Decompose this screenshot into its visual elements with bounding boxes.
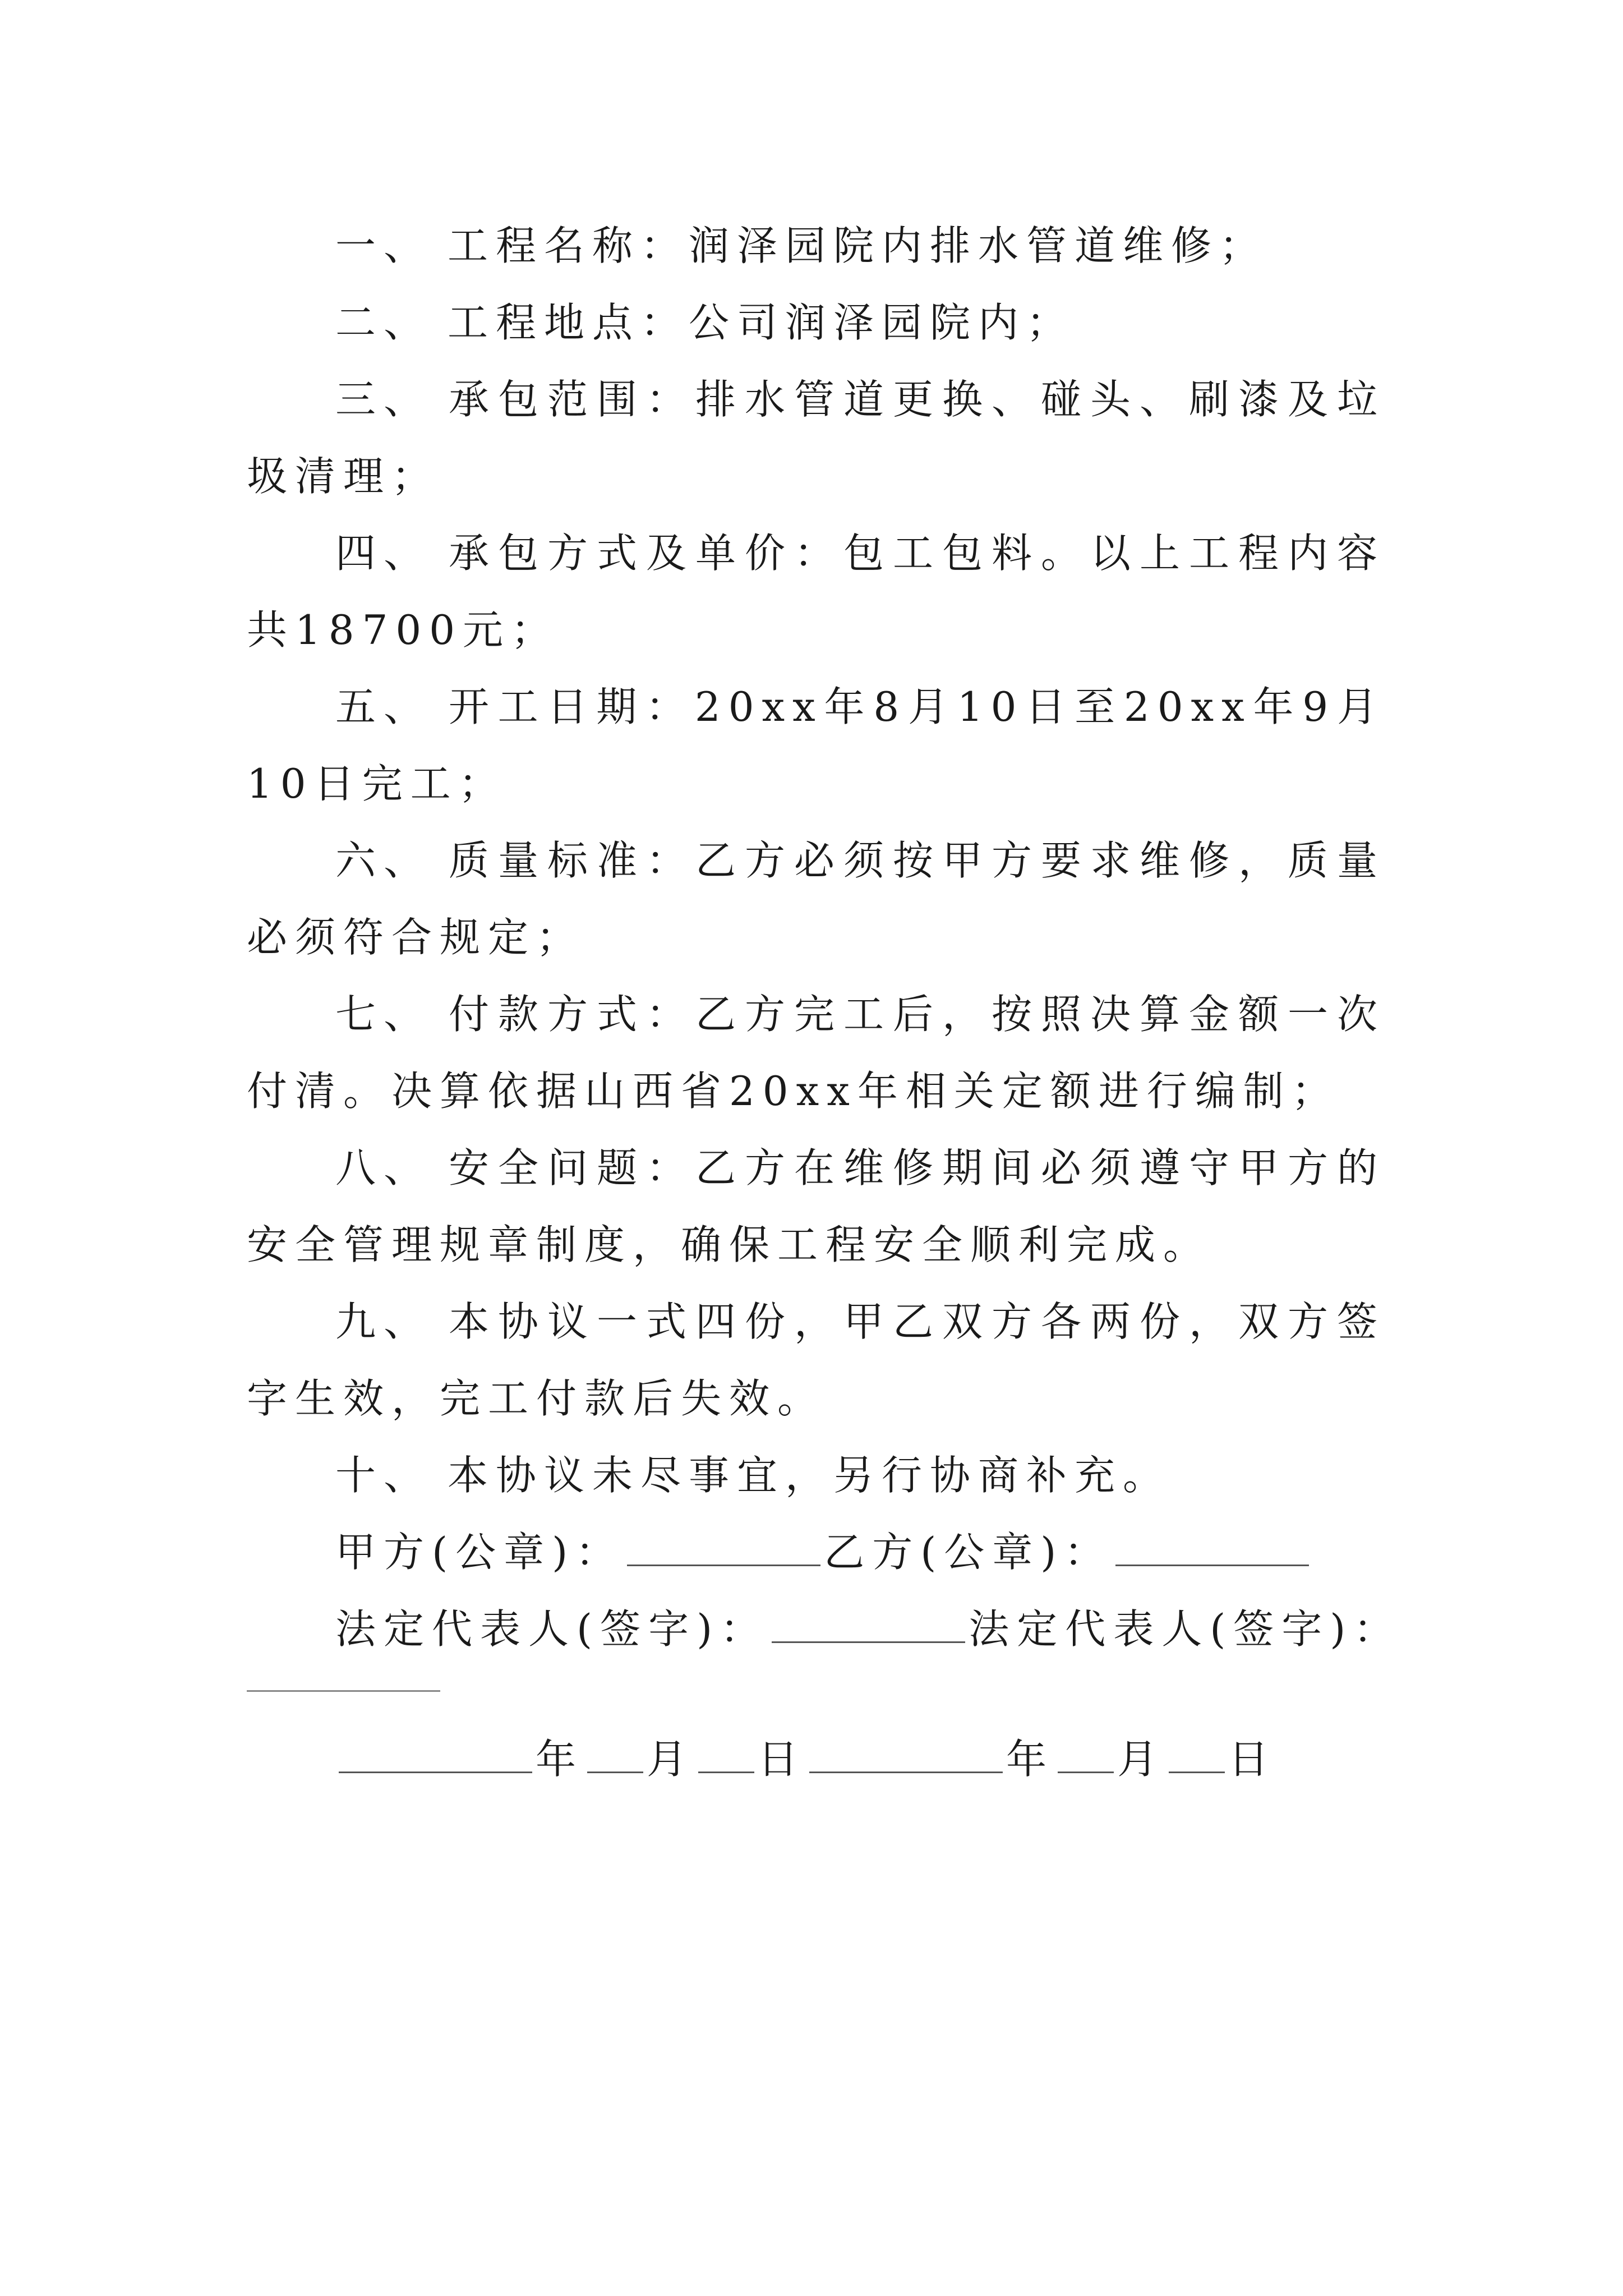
party-b-month-blank[interactable] bbox=[1058, 1738, 1114, 1773]
clause-number: 四、 bbox=[335, 530, 432, 577]
clause-text: 承包方式及单价：包工包料。以上工程内容共18700元； bbox=[247, 530, 1385, 654]
day-label: 日 bbox=[758, 1736, 806, 1783]
rep-b-label: 法定代表人(签字)： bbox=[969, 1605, 1402, 1653]
party-b-seal-label: 乙方(公章)： bbox=[824, 1529, 1113, 1576]
clause-4 bbox=[247, 515, 1385, 669]
rep-a-signature-blank[interactable] bbox=[772, 1608, 965, 1643]
clause-6 bbox=[247, 822, 1385, 976]
party-a-month-blank[interactable] bbox=[587, 1738, 643, 1773]
year-label: 年 bbox=[1006, 1736, 1055, 1783]
clause-number: 七、 bbox=[335, 991, 432, 1038]
clause-7 bbox=[247, 976, 1385, 1130]
clause-text: 工程名称：润泽园院内排水管道维修； bbox=[448, 222, 1268, 269]
day-label: 日 bbox=[1228, 1736, 1277, 1783]
party-seal-row bbox=[247, 1514, 1385, 1591]
clause-number: 六、 bbox=[335, 837, 432, 884]
clause-number: 八、 bbox=[335, 1144, 432, 1191]
clause-5 bbox=[247, 669, 1385, 822]
clause-9 bbox=[247, 1283, 1385, 1437]
clause-text: 本协议未尽事宜，另行协商补充。 bbox=[448, 1452, 1172, 1499]
clause-number: 一、 bbox=[335, 222, 432, 269]
clause-text: 安全问题：乙方在维修期间必须遵守甲方的安全管理规章制度，确保工程安全顺利完成。 bbox=[247, 1144, 1385, 1268]
party-a-day-blank[interactable] bbox=[698, 1738, 754, 1773]
clause-2 bbox=[247, 284, 1385, 361]
party-a-year-blank[interactable] bbox=[339, 1738, 532, 1773]
rep-b-signature-blank[interactable] bbox=[247, 1690, 440, 1692]
party-a-seal-blank[interactable] bbox=[627, 1531, 820, 1566]
party-b-day-blank[interactable] bbox=[1169, 1738, 1225, 1773]
clause-text: 付款方式：乙方完工后，按照决算金额一次付清。决算依据山西省20xx年相关定额进行编制； bbox=[247, 991, 1385, 1115]
rep-a-label: 法定代表人(签字)： bbox=[335, 1605, 769, 1653]
clause-8 bbox=[247, 1130, 1385, 1283]
clause-text: 质量标准：乙方必须按甲方要求维修，质量必须符合规定； bbox=[247, 837, 1385, 961]
year-label: 年 bbox=[536, 1736, 584, 1783]
clause-number: 五、 bbox=[335, 683, 432, 730]
date-row bbox=[247, 1721, 1385, 1798]
party-a-seal-label: 甲方(公章)： bbox=[335, 1529, 624, 1576]
clause-1 bbox=[247, 208, 1385, 284]
clause-text: 本协议一式四份，甲乙双方各两份，双方签字生效，完工付款后失效。 bbox=[247, 1298, 1385, 1422]
representative-signature-row bbox=[247, 1591, 1402, 1668]
clause-10 bbox=[247, 1437, 1385, 1514]
party-b-year-blank[interactable] bbox=[809, 1738, 1003, 1773]
clause-3 bbox=[247, 361, 1385, 515]
month-label: 月 bbox=[1117, 1736, 1166, 1783]
clause-text: 工程地点：公司润泽园院内； bbox=[448, 299, 1075, 346]
clause-text: 承包范围：排水管道更换、碰头、刷漆及垃圾清理； bbox=[247, 376, 1385, 500]
clause-number: 十、 bbox=[335, 1452, 432, 1499]
clause-number: 三、 bbox=[335, 376, 432, 423]
clause-text: 开工日期：20xx年8月10日至20xx年9月10日完工； bbox=[247, 683, 1385, 807]
clause-number: 二、 bbox=[335, 299, 432, 346]
month-label: 月 bbox=[647, 1736, 695, 1783]
agreement-document bbox=[247, 208, 1402, 1838]
party-b-seal-blank[interactable] bbox=[1115, 1531, 1309, 1566]
clause-number: 九、 bbox=[335, 1298, 432, 1345]
